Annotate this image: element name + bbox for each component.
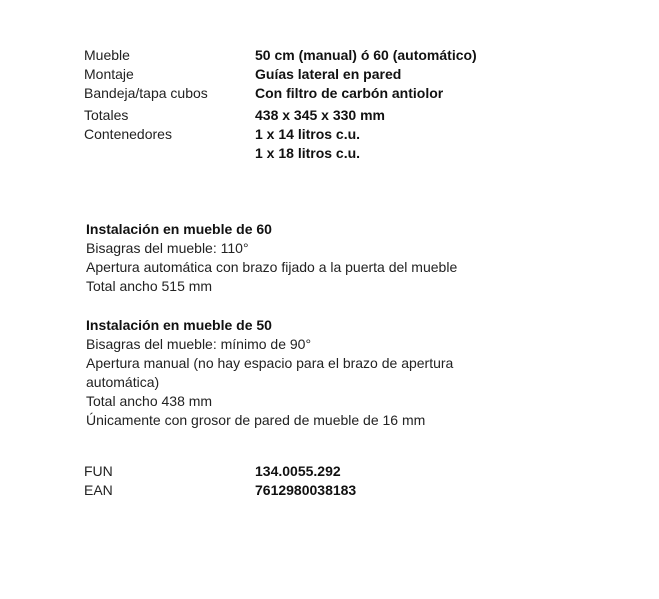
spec-label: Mueble [84,47,130,63]
code-row [84,481,356,500]
section-line: Total ancho 438 mm [86,393,213,409]
section-title: Instalación en mueble de 60 [86,221,272,237]
product-spec-sheet [84,46,644,498]
install-60-section [86,220,566,296]
spec-label: Bandeja/tapa cubos [84,85,208,101]
spec-label: Totales [84,107,129,123]
spec-value: 1 x 18 litros c.u. [255,145,361,161]
install-50-section [86,316,566,430]
spec-label: Contenedores [84,126,172,142]
spec-row [84,84,644,103]
section-line: Apertura automática con brazo fijado a la puerta del mueble [86,259,458,275]
code-value: 7612980038183 [255,482,357,498]
spec-value: 438 x 345 x 330 mm [255,107,385,123]
section-line: Bisagras del mueble: mínimo de 90° [86,336,312,352]
spec-row [84,125,644,144]
section-line: Apertura manual (no hay espacio para el brazo de apertura automática) [86,355,454,390]
spec-row [84,144,644,163]
spec-row [84,46,644,65]
section-line: Bisagras del mueble: 110° [86,240,249,256]
spec-value: 1 x 14 litros c.u. [255,126,361,142]
spec-row [84,65,644,84]
section-title: Instalación en mueble de 50 [86,317,272,333]
spec-label: Montaje [84,66,134,82]
spec-group-dimensions [84,46,644,103]
section-line: Únicamente con grosor de pared de mueble de 16 mm [86,412,426,428]
spec-value: Con filtro de carbón antiolor [255,85,444,101]
code-value: 134.0055.292 [255,463,341,479]
spec-value: Guías lateral en pared [255,66,402,82]
product-codes [84,462,356,500]
code-row [84,462,356,481]
spec-label [84,144,255,163]
spec-row [84,106,644,125]
spec-value: 50 cm (manual) ó 60 (automático) [255,47,477,63]
spec-group-capacity [84,106,644,163]
section-line: Total ancho 515 mm [86,278,213,294]
code-label: FUN [84,463,113,479]
code-label: EAN [84,482,113,498]
